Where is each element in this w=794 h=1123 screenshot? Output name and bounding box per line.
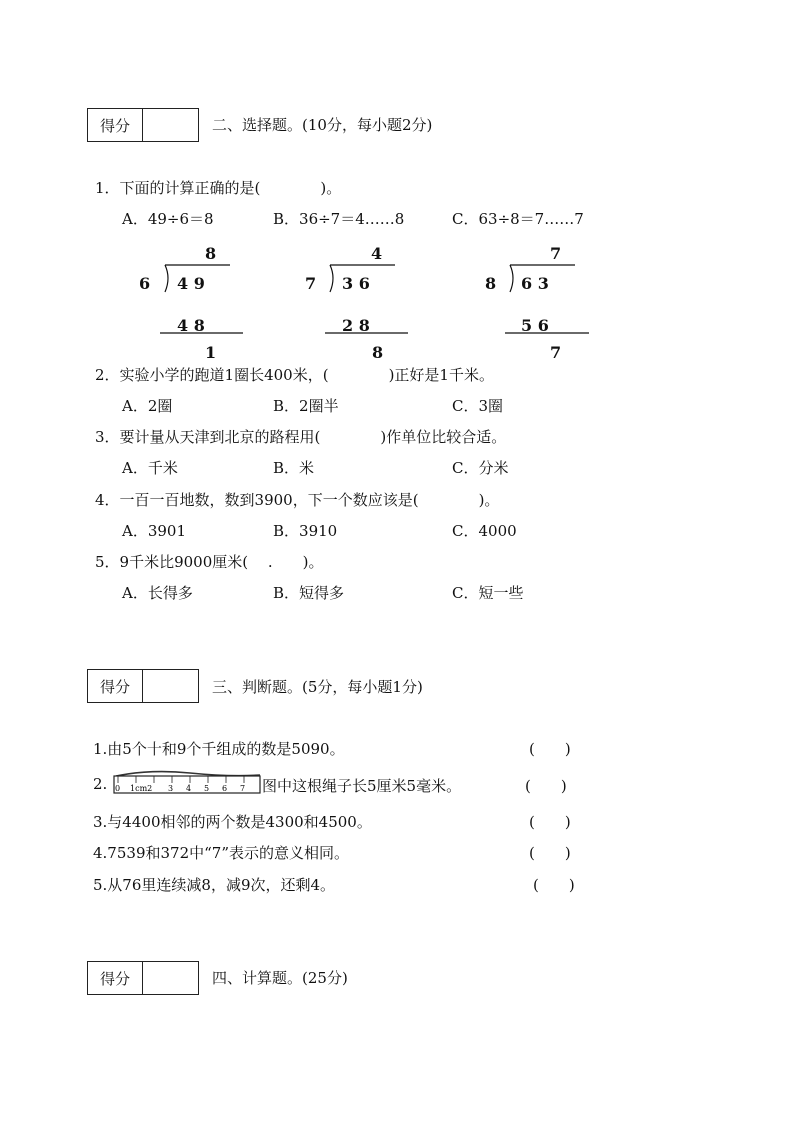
question-3-option-c[interactable]: C．分米: [452, 459, 509, 477]
division-3-remainder: 7: [550, 343, 562, 362]
division-1-dividend: 4 9: [177, 274, 205, 293]
score-blank[interactable]: [143, 109, 198, 141]
judge-item-3-answer[interactable]: ( ): [529, 813, 571, 831]
question-5-option-c[interactable]: C．短一些: [452, 584, 524, 602]
division-1-bracket: [155, 262, 245, 337]
score-box-section-2: [87, 108, 199, 142]
question-3-option-a[interactable]: A．千米: [122, 459, 178, 477]
question-2-option-c[interactable]: C．3圈: [452, 397, 504, 415]
ruler-label-7: 7: [240, 784, 246, 793]
question-2-option-b[interactable]: B．2圈半: [273, 397, 339, 415]
judge-item-4-answer[interactable]: ( ): [529, 844, 571, 862]
division-1-remainder: 1: [205, 343, 217, 362]
section-3-title: 三、判断题。(5分，每小题1分): [212, 678, 423, 696]
score-label: 得分: [88, 670, 143, 702]
question-4-stem: 4．一百一百地数，数到3900，下一个数应该是( )。: [95, 491, 500, 509]
division-1-product: 4 8: [177, 316, 205, 335]
judge-item-4: 4.7539和372中“7”表示的意义相同。: [93, 844, 349, 862]
ruler-label-4: 4: [186, 784, 192, 793]
division-2-product: 2 8: [342, 316, 370, 335]
ruler-label-3: 3: [168, 784, 174, 793]
division-1-divisor: 6: [139, 274, 151, 293]
division-3-bracket: [500, 262, 592, 337]
question-2-option-a[interactable]: A．2圈: [122, 397, 173, 415]
division-2-bracket: [320, 262, 410, 337]
question-3-stem: 3．要计量从天津到北京的路程用( )作单位比较合适。: [95, 428, 507, 446]
question-5-stem: 5．9千米比9000厘米( . )。: [95, 553, 324, 571]
ruler-label-1: 1cm2: [130, 784, 153, 793]
section-4-title: 四、计算题。(25分): [212, 969, 348, 987]
question-4-option-c[interactable]: C．4000: [452, 522, 517, 540]
judge-item-3: 3.与4400相邻的两个数是4300和4500。: [93, 813, 372, 831]
judge-item-5: 5.从76里连续减8，减9次，还剩4。: [93, 876, 336, 894]
score-blank[interactable]: [143, 962, 198, 994]
judge-item-2-answer[interactable]: ( ): [525, 777, 567, 795]
judge-item-1: 1.由5个十和9个千组成的数是5090。: [93, 740, 345, 758]
division-3-divisor: 8: [485, 274, 497, 293]
division-2-remainder: 8: [372, 343, 384, 362]
question-4-option-b[interactable]: B．3910: [273, 522, 338, 540]
question-5-option-b[interactable]: B．短得多: [273, 584, 345, 602]
score-box-section-4: [87, 961, 199, 995]
rope-curve: [116, 772, 260, 776]
ruler-label-6: 6: [222, 784, 228, 793]
question-3-option-b[interactable]: B．米: [273, 459, 315, 477]
question-1-option-c[interactable]: C．63÷8＝7……7: [452, 210, 584, 228]
score-label: 得分: [88, 962, 143, 994]
question-4-option-a[interactable]: A．3901: [122, 522, 187, 540]
question-2-stem: 2．实验小学的跑道1圈长400米，( )正好是1千米。: [95, 366, 494, 384]
ruler-with-rope-image: [110, 766, 262, 796]
ruler-label-0: 0: [115, 784, 121, 793]
judge-item-2-prefix: 2.: [93, 775, 108, 793]
division-2-quotient: 4: [371, 244, 383, 263]
question-1-option-a[interactable]: A．49÷6＝8: [122, 210, 214, 228]
score-box-section-3: [87, 669, 199, 703]
division-2-dividend: 3 6: [342, 274, 370, 293]
section-2-title: 二、选择题。(10分，每小题2分): [212, 116, 433, 134]
division-1-quotient: 8: [205, 244, 217, 263]
judge-item-2-text: 图中这根绳子长5厘米5毫米。: [262, 777, 462, 795]
division-3-dividend: 6 3: [521, 274, 549, 293]
question-5-option-a[interactable]: A．长得多: [122, 584, 193, 602]
question-1-option-b[interactable]: B．36÷7＝4……8: [273, 210, 405, 228]
score-label: 得分: [88, 109, 143, 141]
ruler-label-5: 5: [204, 784, 210, 793]
division-3-product: 5 6: [521, 316, 549, 335]
score-blank[interactable]: [143, 670, 198, 702]
judge-item-1-answer[interactable]: ( ): [529, 740, 571, 758]
question-1-stem: 1．下面的计算正确的是( )。: [95, 179, 342, 197]
judge-item-5-answer[interactable]: ( ): [533, 876, 575, 894]
division-3-quotient: 7: [550, 244, 562, 263]
division-2-divisor: 7: [305, 274, 317, 293]
